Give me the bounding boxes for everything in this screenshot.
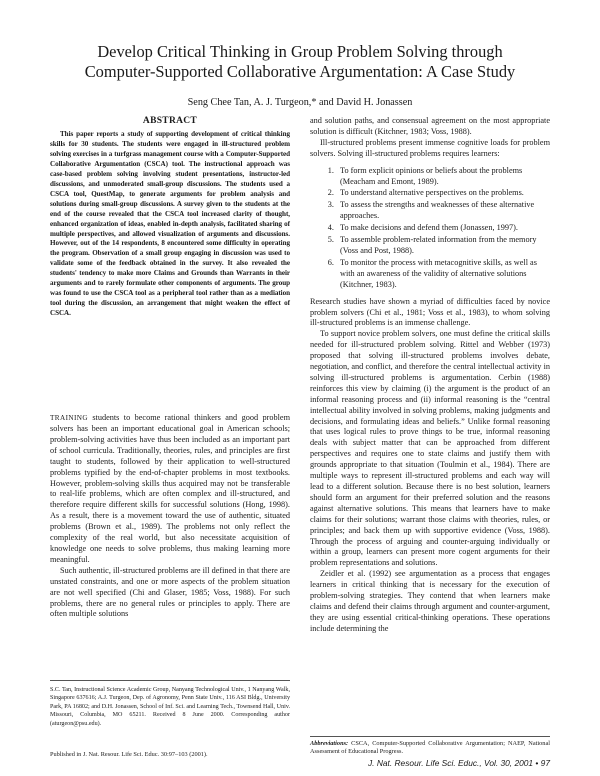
learner-requirements-list: [310, 166, 550, 291]
abbreviations-label: Abbreviations:: [310, 740, 349, 747]
intro-paragraph-2: Such authentic, ill-structured problems are ill defined in that there are unstated constraints, and one or more aspects of the problem situation are not well specified (Chi and Glaser, 1985; Voss, 1988). For such problems, there are no general rules or principles to apply. There are often multiple solutions: [50, 565, 290, 619]
abbreviations-text: CSCA, Computer-Supported Collaborative Argumentation; NAEP, National Assessment of Educational Progress.: [310, 740, 550, 756]
right-paragraph-3: Research studies have shown a myriad of difficulties faced by novice problem solvers (Chi et al., 1981; Voss et al., 1983), to whom solving ill-structured problems is an immense challenge.: [310, 296, 550, 328]
right-paragraph-1: and solution paths, and consensual agreement on the most appropriate solution is difficult (Kitchner, 1983; Voss, 1988).: [310, 116, 550, 136]
right-paragraph-4: To support novice problem solvers, one must define the critical skills needed for ill-structured problem solving. Rittel and Webber (1973) proposed that solving ill-structured problems involves debate, negotiation, and conflict, and therefore the central intellectual activity in solving ill-structured problems is argumentation. Cerbin (1988) reinforces this view by claiming (i) the argument is the product of an informal reasoning process and (ii) informal reasoning is the “central intellectual ability involved in solving problems, making judgments and decisions, and formulating ideas and beliefs.” Unlike formal reasoning that uses logical rules to prove things to be true, informal reasoning deals with subject matter that can be approached from different perspectives and requires one to state claims and justify them with grounds appropriate to that situation (Toulmin et al., 1984). There are multiple ways to represent ill-structured problems and each way will lead to a different solution. Because there is no best solution, learners should form an argument for their preferred solution and the reasons against alternative solutions. This means that learners have to make claims for their solutions; warrant those claims with theories, rules, or principles; and back them up with supportive evidence (Voss, 1988). Through the process of arguing and counter-arguing individually or within a group, learners can present more cogent arguments for their problem representations and solutions.: [310, 329, 550, 568]
list-item: 5. To assemble problem-related information from the memory (Voss and Post, 1988).: [336, 235, 550, 257]
publication-info: Published in J. Nat. Resour. Life Sci. Educ. 30:97–103 (2001).: [50, 751, 208, 758]
list-item: 2. To understand alternative perspectives on the problems.: [336, 188, 550, 199]
page-footer: J. Nat. Resour. Life Sci. Educ., Vol. 30, 2001 • 97: [367, 758, 550, 768]
list-item: 1. To form explicit opinions or beliefs about the problems (Meacham and Emont, 1989).: [336, 166, 550, 188]
abbreviations-note: [310, 740, 550, 757]
right-paragraph-2: Ill-structured problems present immense cognitive loads for problem solvers. Solving ill-structured problems requires learners:: [310, 137, 550, 158]
list-item: 6. To monitor the process with metacognitive skills, as well as with an awareness of the validity of alternative solutions (Kitchner, 1983).: [336, 258, 550, 291]
right-column: [310, 116, 550, 635]
intro-paragraph-1: [50, 413, 290, 566]
abbreviations-divider: [310, 736, 550, 737]
author-affiliations: S.C. Tan, Instructional Science Academic Group, Nanyang Technological Univ., 1 Nanyang Walk, Singapore 637616; A.J. Turgeon, Dep. of Agronomy, Penn State Univ., 116 ASI Bldg., University Park, PA 16802; and D.H. Jonassen, School of Inf. Sci. and Learning Tech., Townsend Hall, Univ. Missouri, Columbia, MO 65211. Received 8 June 2000. Corresponding author (aturgeon@psu.edu).: [50, 687, 290, 727]
author-list: Seng Chee Tan, A. J. Turgeon,* and David H. Jonassen: [187, 97, 413, 108]
affiliation-divider: [50, 680, 290, 681]
right-paragraph-5: Zeidler et al. (1992) see argumentation as a process that engages learners in critical thinking that is necessary for the execution of problem-solving strategies. They contend that when learners make claims and defend their claims through argument and counter-argument, they are using essential critical-thinking operations. These operations include determining the: [310, 569, 550, 633]
abstract-heading: ABSTRACT: [142, 116, 198, 126]
paper-title: [40, 42, 560, 82]
drop-lead-word: TRAINING: [50, 414, 88, 423]
list-item: 4. To make decisions and defend them (Jonassen, 1997).: [336, 223, 550, 234]
title-line-2: Computer-Supported Collaborative Argumentation: A Case Study: [84, 62, 516, 81]
intro-paragraph-1-text: students to become rational thinkers and good problem solvers has been an important educational goal in American schools; problem-solving activities have thus been included as an important part of school curricula. Traditionally, theories, rules, and principles are first taught to students, followed by their application to well-structured problems typified by the end-of-chapter problems in most textbooks. However, problem-solving skills thus acquired may not be transferable to real-life problems, which are often complex and ill-structured, and therefore require different skills for successful solutions (Hong, 1998). As a result, there is a movement toward the use of authentic, situated problems (Brown et al., 1989). The problems not only reflect the complexity of the real world, but also necessitate acquisition of knowledge one needs to solve problems, thus making learning more meaningful.: [50, 413, 290, 564]
abstract-text: This paper reports a study of supporting development of critical thinking skills for 30 students. The students were engaged in ill-structured problem solving exercises in a turfgrass management course with a Computer-Supported Collaborative Argumentation (CSCA) tool. The instructional approach was case-based problem solving involving student presentations, instructor-led discussions, and unmoderated small-group discussions. The students used a CSCA tool, QuestMap, to generate arguments for problem analysis and solutions during small-group discussions. A survey given to the students at the end of the course revealed that the CSCA tool increased clarity of thought, enhanced organization of ideas, enabled in-depth analysis, facilitated sharing of multiple perspectives, and allowed visualization of arguments and discussions. However, out of the 14 respondents, 8 encountered some difficulty in operating the program. Observation of a small group engaging in discussion was used to validate some of the feedback obtained in the survey. It also revealed the students' tendency to make more Claims and Grounds than Warrants in their arguments and to rarely formulate other components of arguments. The group was found to use the CSCA tool as a peripheral tool rather than as a mediation tool during the discussion, an arrangement that might weaken the effect of CSCA.: [50, 130, 290, 318]
title-line-1: Develop Critical Thinking in Group Problem Solving through: [97, 42, 503, 61]
list-item: 3. To assess the strengths and weaknesses of these alternative approaches.: [336, 200, 550, 222]
left-column: [50, 116, 290, 620]
